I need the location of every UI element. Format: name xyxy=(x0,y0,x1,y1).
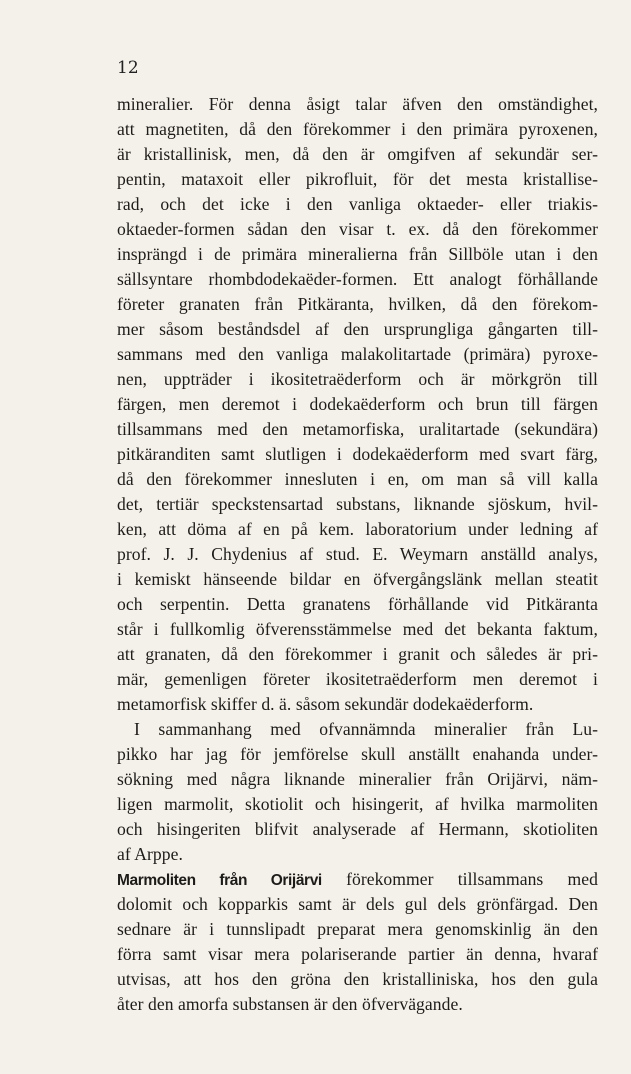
text-line: nen, uppträder i ikositetraëderform och är mörkgrön till xyxy=(117,369,598,389)
page-number: 12 xyxy=(117,58,139,78)
text-line: sednare är i tunnslipadt preparat mera genomskinlig än den xyxy=(117,919,598,939)
text-line: ligen marmolit, skotiolit och hisingerit, af hvilka marmoliten xyxy=(117,794,598,814)
text-line: dolomit och kopparkis samt är dels gul dels grönfärgad. Den xyxy=(117,894,598,914)
text-line: och hisingeriten blifvit analyserade af Hermann, skotioliten xyxy=(117,819,598,839)
text-line: mär, gemenligen företer ikositetraëderform men deremot i xyxy=(117,669,598,689)
text-line: företer granaten från Pitkäranta, hvilken, då den förekom- xyxy=(117,294,598,314)
text-line: metamorfisk skiffer d. ä. såsom sekundär dodekaëderform. xyxy=(117,694,534,714)
text-line: pentin, mataxoit eller pikrofluit, för det mesta kristallise- xyxy=(117,169,598,189)
text-line: åter den amorfa substansen är den öfvervägande. xyxy=(117,994,463,1014)
paragraph-lead-heading: Marmoliten från Orijärvi xyxy=(117,872,322,889)
text-line: och serpentin. Detta granatens förhållande vid Pitkäranta xyxy=(117,594,598,614)
text-line: pitkäranditen samt slutligen i dodekaëderform med svart färg, xyxy=(117,444,598,464)
text-line: mineralier. För denna åsigt talar äfven den omständighet, xyxy=(117,94,598,114)
text-line: tillsammans med den metamorfiska, uralitartade (sekundära) xyxy=(117,419,598,439)
text-line: sökning med några liknande mineralier från Orijärvi, näm- xyxy=(117,769,598,789)
text-line: af Arppe. xyxy=(117,844,183,864)
text-line-continuation: förekommer tillsammans med xyxy=(346,869,598,889)
text-line: rad, och det icke i den vanliga oktaeder- eller triakis- xyxy=(117,194,598,214)
text-line: sammans med den vanliga malakolitartade (primära) pyroxe- xyxy=(117,344,598,364)
body-text xyxy=(117,92,598,1017)
text-line: att magnetiten, då den förekommer i den primära pyroxenen, xyxy=(117,119,598,139)
text-line: då den förekommer innesluten i en, om man så vill kalla xyxy=(117,469,598,489)
text-line: färgen, men deremot i dodekaëderform och brun till färgen xyxy=(117,394,598,414)
text-line: insprängd i de primära mineralierna från Sillböle utan i den xyxy=(117,244,598,264)
text-line: mer såsom beståndsdel af den ursprungliga gångarten till- xyxy=(117,319,598,339)
text-line: oktaeder-formen sådan den visar t. ex. då den förekommer xyxy=(117,219,598,239)
text-line: I sammanhang med ofvannämnda mineralier från Lu- xyxy=(134,719,598,739)
text-line: pikko har jag för jemförelse skull anställt enahanda under- xyxy=(117,744,598,764)
text-line: förra samt visar mera polariserande partier än denna, hvaraf xyxy=(117,944,598,964)
text-line: i kemiskt hänseende bildar en öfvergångslänk mellan steatit xyxy=(117,569,598,589)
text-line: att granaten, då den förekommer i granit och således är pri- xyxy=(117,644,598,664)
text-line: prof. J. J. Chydenius af stud. E. Weymarn anställd analys, xyxy=(117,544,598,564)
text-line: sällsyntare rhombdodekaëder-formen. Ett analogt förhållande xyxy=(117,269,598,289)
text-line: är kristallinisk, men, då den är omgifven af sekundär ser- xyxy=(117,144,598,164)
paragraph-lead-line xyxy=(117,867,598,892)
text-line: utvisas, att hos den gröna den kristalliniska, hos den gula xyxy=(117,969,598,989)
text-line: står i fullkomlig öfverensstämmelse med det bekanta faktum, xyxy=(117,619,598,639)
text-line: ken, att döma af en på kem. laboratorium under ledning af xyxy=(117,519,598,539)
text-line: det, tertiär speckstensartad substans, liknande sjöskum, hvil- xyxy=(117,494,598,514)
